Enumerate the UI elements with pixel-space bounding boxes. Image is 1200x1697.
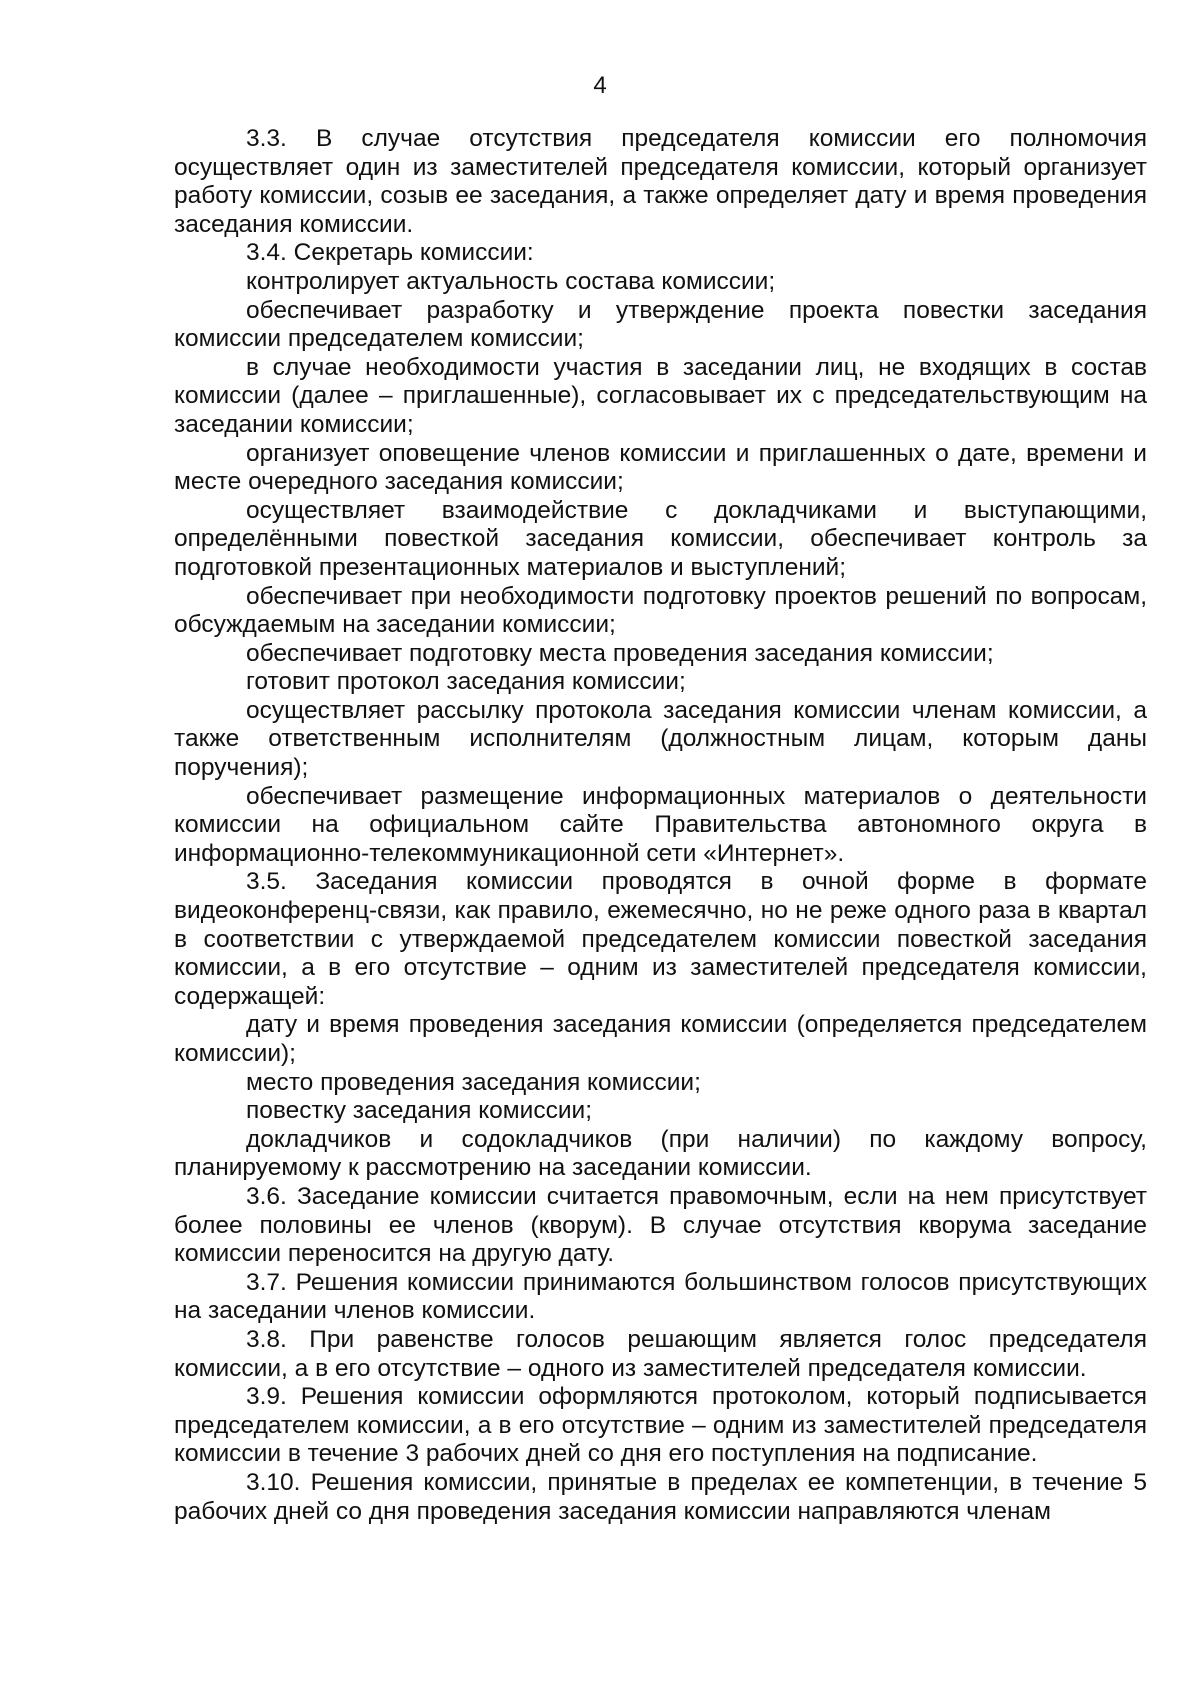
list-item: обеспечивает размещение информационных материалов о деятельности комиссии на официальном сайте Правительства автономного округа в информационно-телекоммуникационной сети «Интернет».	[174, 782, 1147, 867]
page-number: 4	[593, 72, 607, 99]
paragraph-3-7: 3.7. Решения комиссии принимаются большинством голосов присутствующих на заседании членов комиссии.	[174, 1268, 1147, 1325]
paragraph-3-10: 3.10. Решения комиссии, принятые в пределах ее компетенции, в течение 5 рабочих дней со дня проведения заседания комиссии направляются членам	[174, 1468, 1147, 1525]
list-item: повестку заседания комиссии;	[246, 1097, 593, 1125]
document-body	[174, 125, 1147, 1526]
paragraph-3-4: 3.4. Секретарь комиссии:	[246, 239, 534, 267]
paragraph-3-6: 3.6. Заседание комиссии считается правомочным, если на нем присутствует более половины ее членов (кворум). В случае отсутствия кворума заседание комиссии переносится на другую дату.	[174, 1182, 1147, 1268]
list-item: в случае необходимости участия в заседании лиц, не входящих в состав комиссии (далее – приглашенные), согласовывает их с председательствующим на заседании комиссии;	[174, 353, 1147, 438]
list-item: контролирует актуальность состава комиссии;	[246, 267, 776, 295]
list-item: обеспечивает при необходимости подготовку проектов решений по вопросам, обсуждаемым на заседании комиссии;	[174, 582, 1147, 639]
list-item: обеспечивает разработку и утверждение проекта повестки заседания комиссии председателем комиссии;	[174, 296, 1147, 353]
paragraph-3-3: 3.3. В случае отсутствия председателя комиссии его полномочия осуществляет один из заместителей председателя комиссии, который организует работу комиссии, созыв ее заседания, а также определяет дату и время проведения заседания комиссии.	[174, 125, 1147, 238]
list-item: осуществляет взаимодействие с докладчиками и выступающими, определёнными повесткой заседания комиссии, обеспечивает контроль за подготовкой презентационных материалов и выступлений;	[174, 496, 1147, 581]
paragraph-3-9: 3.9. Решения комиссии оформляются протоколом, который подписывается председателем комиссии, а в его отсутствие – одним из заместителей председателя комиссии в течение 3 рабочих дней со дня его поступления на подписание.	[174, 1383, 1147, 1468]
list-item: организует оповещение членов комиссии и приглашенных о дате, времени и месте очередного заседания комиссии;	[174, 439, 1147, 496]
list-item: место проведения заседания комиссии;	[246, 1068, 701, 1096]
paragraph-3-5: 3.5. Заседания комиссии проводятся в очной форме в формате видеоконференц-связи, как правило, ежемесячно, но не реже одного раза в квартал в соответствии с утверждаемой председателем комиссии повесткой заседания комиссии, а в его отсутствие – одним из заместителей председателя комиссии, содержащей:	[174, 868, 1147, 1010]
list-item: осуществляет рассылку протокола заседания комиссии членам комиссии, а также ответственным исполнителям (должностным лицам, которым даны поручения);	[174, 696, 1147, 782]
list-item: докладчиков и содокладчиков (при наличии) по каждому вопросу, планируемому к рассмотрению на заседании комиссии.	[174, 1125, 1147, 1182]
list-item: обеспечивает подготовку места проведения заседания комиссии;	[246, 639, 994, 667]
list-item: готовит протокол заседания комиссии;	[246, 668, 686, 696]
list-item: дату и время проведения заседания комиссии (определяется председателем комиссии);	[174, 1011, 1147, 1067]
paragraph-3-8: 3.8. При равенстве голосов решающим является голос председателя комиссии, а в его отсутствие – одного из заместителей председателя комиссии.	[174, 1325, 1147, 1382]
